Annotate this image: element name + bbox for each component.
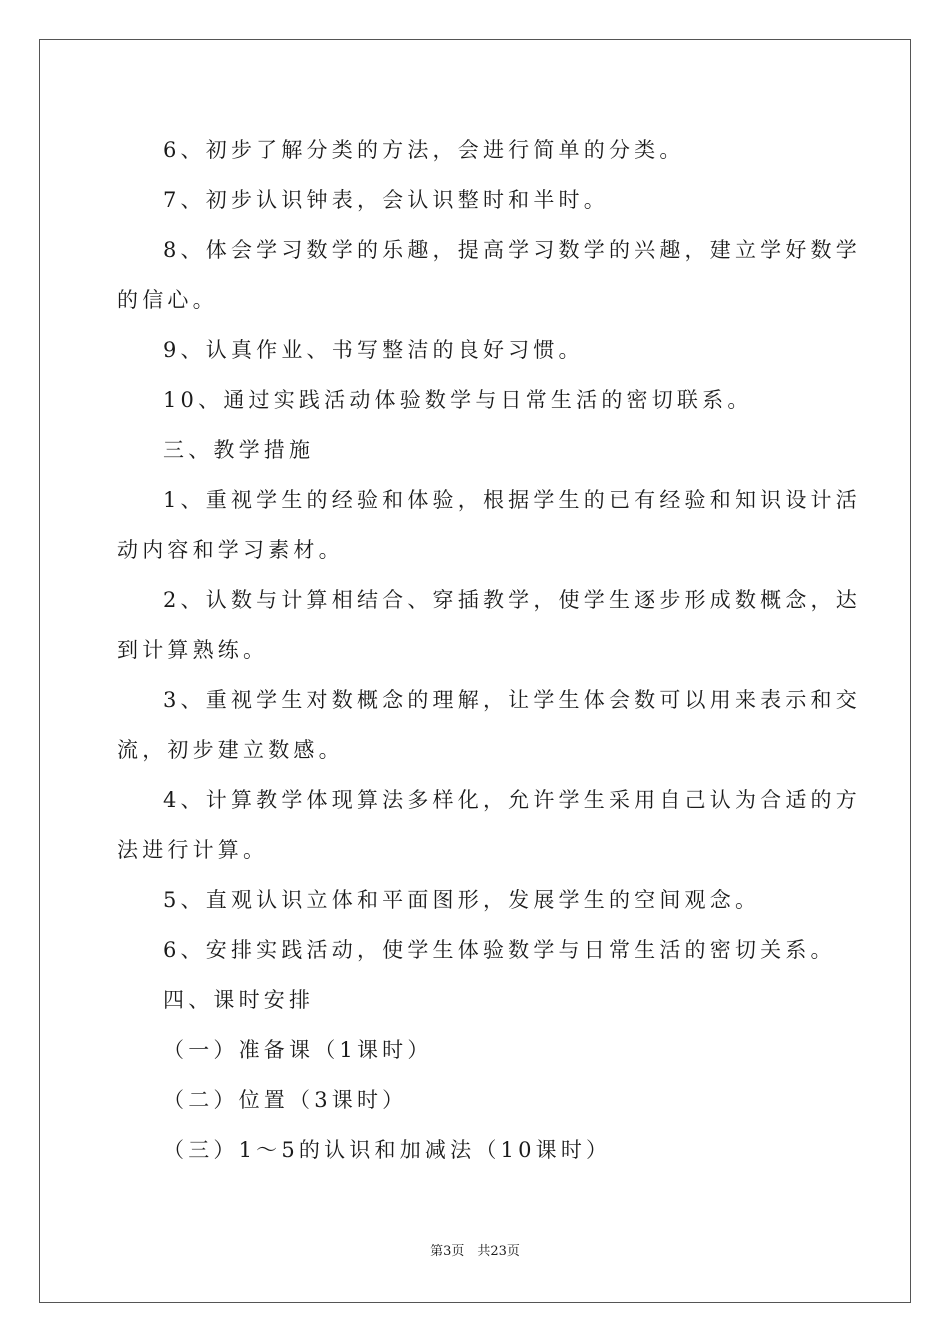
page-footer: 第3页 共23页 — [430, 1244, 520, 1259]
measure-item-3-cont: 流，初步建立数感。 — [117, 738, 344, 762]
measure-item-1: 1、重视学生的经验和体验，根据学生的已有经验和知识设计活 — [163, 488, 861, 512]
schedule-item-2: （二）位置（3课时） — [163, 1088, 408, 1112]
schedule-item-1: （一）准备课（1课时） — [163, 1038, 433, 1062]
list-item-10: 10、通过实践活动体验数学与日常生活的密切联系。 — [163, 388, 753, 412]
measure-item-2: 2、认数与计算相结合、穿插教学，使学生逐步形成数概念，达 — [163, 588, 861, 612]
measure-item-2-cont: 到计算熟练。 — [117, 638, 269, 662]
list-item-6: 6、初步了解分类的方法，会进行简单的分类。 — [163, 138, 685, 162]
list-item-9: 9、认真作业、书写整洁的良好习惯。 — [163, 338, 584, 362]
measure-item-6: 6、安排实践活动，使学生体验数学与日常生活的密切关系。 — [163, 938, 836, 962]
measure-item-5: 5、直观认识立体和平面图形，发展学生的空间观念。 — [163, 888, 761, 912]
list-item-7: 7、初步认识钟表，会认识整时和半时。 — [163, 188, 609, 212]
measure-item-1-cont: 动内容和学习素材。 — [117, 538, 344, 562]
schedule-item-3: （三）1～5的认识和加减法（10课时） — [163, 1138, 612, 1162]
measure-item-4: 4、计算教学体现算法多样化，允许学生采用自己认为合适的方 — [163, 788, 861, 812]
section-heading-3: 三、教学措施 — [163, 438, 315, 462]
measure-item-4-cont: 法进行计算。 — [117, 838, 269, 862]
measure-item-3: 3、重视学生对数概念的理解，让学生体会数可以用来表示和交 — [163, 688, 861, 712]
list-item-8: 8、体会学习数学的乐趣，提高学习数学的兴趣，建立学好数学 — [163, 238, 861, 262]
list-item-8-cont: 的信心。 — [117, 288, 218, 312]
section-heading-4: 四、课时安排 — [163, 988, 315, 1012]
